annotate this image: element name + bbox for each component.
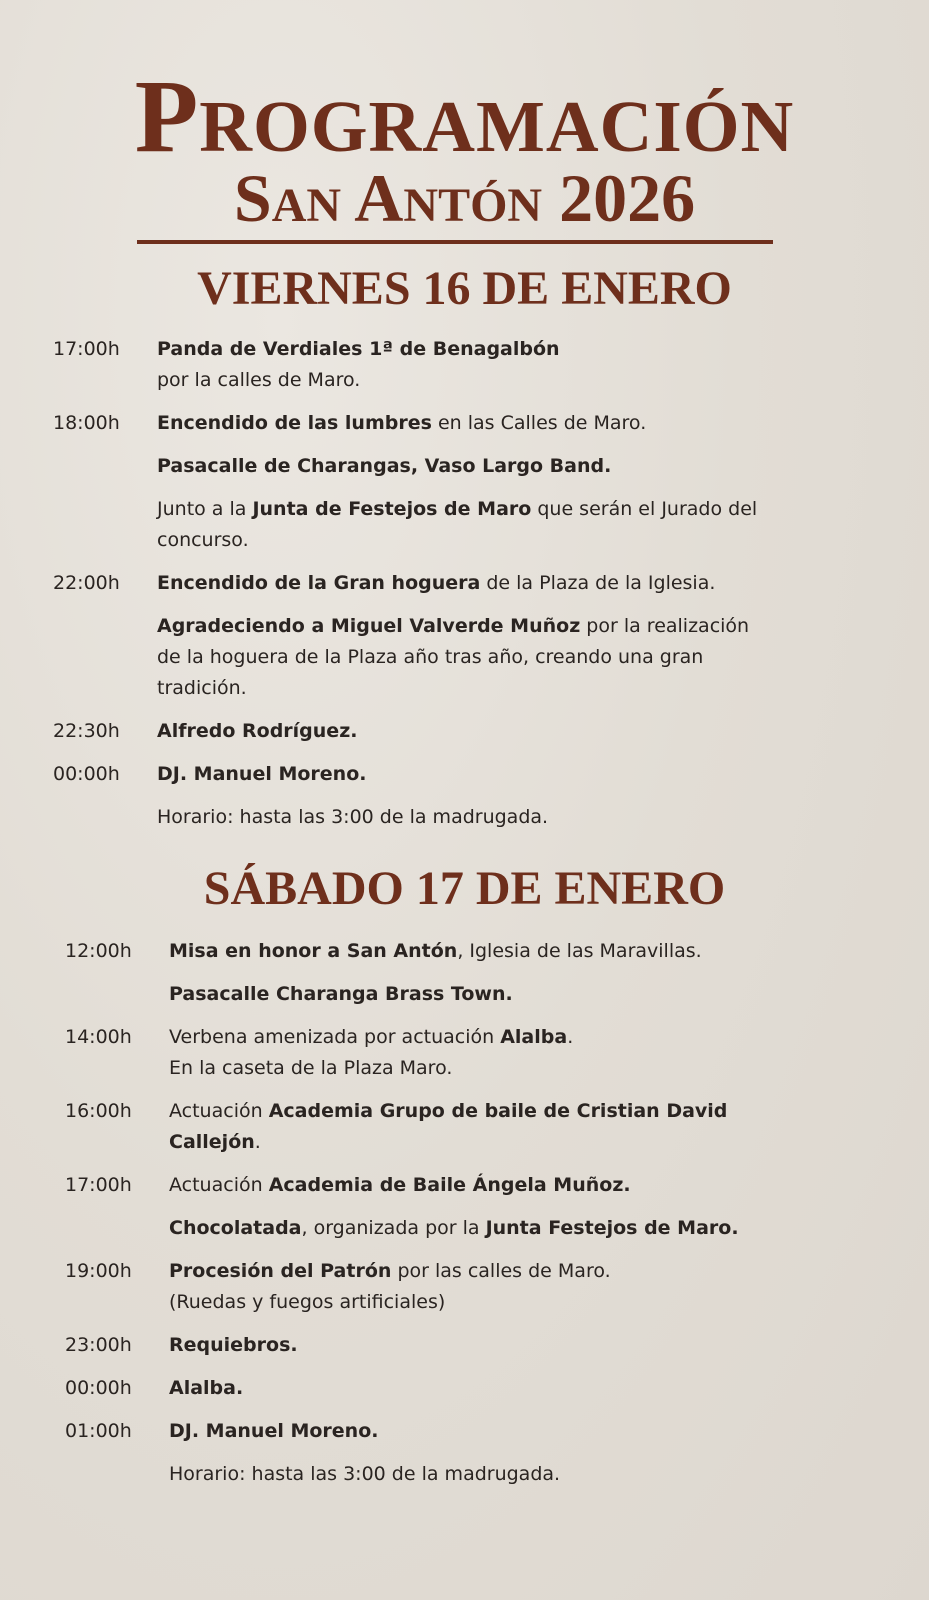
schedule-item <box>65 1022 739 1084</box>
description-line <box>169 1373 243 1404</box>
highlight-text: Encendido de las lumbres <box>157 412 432 434</box>
description-line <box>157 334 560 365</box>
event-time: 17:00h <box>53 338 120 360</box>
description-line <box>169 1022 573 1053</box>
description-line <box>169 1213 739 1244</box>
event-description <box>169 1096 727 1158</box>
event-description <box>157 802 548 833</box>
description-line <box>169 979 513 1010</box>
description-line <box>157 365 560 396</box>
highlight-text: Panda de Verdiales 1ª de Benagalbón <box>157 338 560 360</box>
description-line <box>157 802 548 833</box>
description-line <box>169 1256 611 1287</box>
schedule-item <box>65 1170 739 1201</box>
plain-text: que serán el Jurado del <box>531 498 758 520</box>
event-description <box>169 936 702 967</box>
description-line <box>157 716 357 747</box>
schedule-item <box>53 568 757 599</box>
highlight-text: Junta de Festejos de Maro <box>252 498 532 520</box>
event-time <box>53 494 157 556</box>
event-description <box>157 716 357 747</box>
plain-text: , Iglesia de las Maravillas. <box>457 940 702 962</box>
plain-text: Actuación <box>169 1100 269 1122</box>
event-description <box>169 1330 298 1361</box>
event-time: 00:00h <box>53 763 120 785</box>
schedule-item <box>53 611 757 704</box>
schedule-item <box>65 1256 739 1318</box>
schedule-friday <box>53 334 757 845</box>
description-line <box>157 759 366 790</box>
event-description <box>157 494 757 556</box>
description-line <box>157 494 757 525</box>
event-description <box>169 979 513 1010</box>
event-description <box>169 1256 611 1318</box>
description-line <box>157 451 611 482</box>
description-line <box>169 1127 727 1158</box>
event-description <box>157 334 560 396</box>
plain-text: por la calles de Maro. <box>157 369 361 391</box>
schedule-saturday <box>65 936 739 1502</box>
highlight-text: Callejón <box>169 1131 255 1153</box>
description-line <box>169 1330 298 1361</box>
description-line <box>169 1096 727 1127</box>
description-line <box>169 1170 631 1201</box>
plain-text: . <box>567 1026 574 1048</box>
schedule-item <box>65 936 739 967</box>
highlight-text: Academia de Baile Ángela Muñoz. <box>268 1174 631 1196</box>
highlight-text: Procesión del Patrón <box>169 1260 392 1282</box>
plain-text: de la Plaza de la Iglesia. <box>480 572 716 594</box>
highlight-text: Alfredo Rodríguez. <box>157 720 358 742</box>
schedule-item <box>65 1213 739 1244</box>
schedule-item <box>53 759 757 790</box>
event-time: 22:30h <box>53 720 120 742</box>
title-divider <box>137 240 773 244</box>
event-time: 22:00h <box>53 572 120 594</box>
schedule-item <box>65 1459 739 1490</box>
plain-text: (Ruedas y fuegos artificiales) <box>169 1291 446 1313</box>
description-line <box>157 611 749 642</box>
event-description <box>169 1170 631 1201</box>
highlight-text: Junta Festejos de Maro. <box>485 1217 739 1239</box>
description-line <box>169 1053 573 1084</box>
plain-text: en las Calles de Maro. <box>431 412 647 434</box>
event-time <box>65 1213 169 1244</box>
highlight-text: Misa en honor a San Antón <box>169 940 458 962</box>
event-time <box>53 802 157 833</box>
description-line <box>169 1287 611 1318</box>
event-description <box>157 611 749 704</box>
event-description <box>157 568 715 599</box>
description-line <box>169 1416 378 1447</box>
event-description <box>157 759 366 790</box>
event-time: 12:00h <box>65 940 132 962</box>
event-description <box>169 1213 739 1244</box>
event-description <box>169 1416 378 1447</box>
event-time: 01:00h <box>65 1420 132 1442</box>
event-description <box>169 1373 243 1404</box>
plain-text: Actuación <box>169 1174 269 1196</box>
plain-text: concurso. <box>157 529 249 551</box>
day-heading-friday: VIERNES 16 DE ENERO <box>197 262 732 315</box>
event-time: 00:00h <box>65 1377 132 1399</box>
description-line <box>157 642 749 673</box>
event-time <box>53 451 157 482</box>
plain-text: por la realización <box>580 615 750 637</box>
highlight-text: Agradeciendo a Miguel Valverde Muñoz <box>157 615 581 637</box>
highlight-text: DJ. Manuel Moreno. <box>169 1420 379 1442</box>
schedule-item <box>65 1096 739 1158</box>
schedule-item <box>53 802 757 833</box>
description-line <box>169 1459 560 1490</box>
schedule-item <box>53 716 757 747</box>
plain-text: En la caseta de la Plaza Maro. <box>169 1057 453 1079</box>
event-time <box>65 1459 169 1490</box>
schedule-item <box>65 979 739 1010</box>
event-description <box>157 408 646 439</box>
description-line <box>157 673 749 704</box>
description-line <box>157 525 757 556</box>
highlight-text: DJ. Manuel Moreno. <box>157 763 367 785</box>
event-time: 19:00h <box>65 1260 132 1282</box>
event-time: 17:00h <box>65 1174 132 1196</box>
description-line <box>157 568 715 599</box>
description-line <box>169 936 702 967</box>
schedule-item <box>53 408 757 439</box>
highlight-text: Encendido de la Gran hoguera <box>157 572 481 594</box>
schedule-item <box>53 451 757 482</box>
highlight-text: Alalba. <box>169 1377 244 1399</box>
event-description <box>157 451 611 482</box>
event-description <box>169 1459 560 1490</box>
plain-text: por las calles de Maro. <box>391 1260 611 1282</box>
highlight-text: Pasacalle Charanga Brass Town. <box>169 983 513 1005</box>
event-description <box>169 1022 573 1084</box>
plain-text: Horario: hasta las 3:00 de la madrugada. <box>169 1463 561 1485</box>
day-heading-saturday: SÁBADO 17 DE ENERO <box>203 862 726 915</box>
highlight-text: Requiebros. <box>169 1334 298 1356</box>
event-time: 18:00h <box>53 412 120 434</box>
plain-text: Horario: hasta las 3:00 de la madrugada. <box>157 806 549 828</box>
schedule-item <box>53 334 757 396</box>
event-time <box>53 611 157 704</box>
schedule-item <box>53 494 757 556</box>
plain-text: tradición. <box>157 677 247 699</box>
event-time: 16:00h <box>65 1100 132 1122</box>
highlight-text: Alalba <box>500 1026 568 1048</box>
plain-text: Verbena amenizada por actuación <box>169 1026 501 1048</box>
schedule-item <box>65 1416 739 1447</box>
event-time: 23:00h <box>65 1334 132 1356</box>
highlight-text: Pasacalle de Charangas, Vaso Largo Band. <box>157 455 612 477</box>
event-time: 14:00h <box>65 1026 132 1048</box>
highlight-text: Chocolatada <box>169 1217 302 1239</box>
event-time <box>65 979 169 1010</box>
plain-text: . <box>254 1131 261 1153</box>
description-line <box>157 408 646 439</box>
plain-text: Junto a la <box>157 498 253 520</box>
page-title: Programación <box>134 59 795 174</box>
schedule-item <box>65 1330 739 1361</box>
plain-text: de la hoguera de la Plaza año tras año, creando una gran <box>157 646 704 668</box>
page-subtitle: San Antón 2026 <box>233 160 696 236</box>
plain-text: , organizada por la <box>301 1217 486 1239</box>
highlight-text: Academia Grupo de baile de Cristian David <box>268 1100 728 1122</box>
schedule-item <box>65 1373 739 1404</box>
